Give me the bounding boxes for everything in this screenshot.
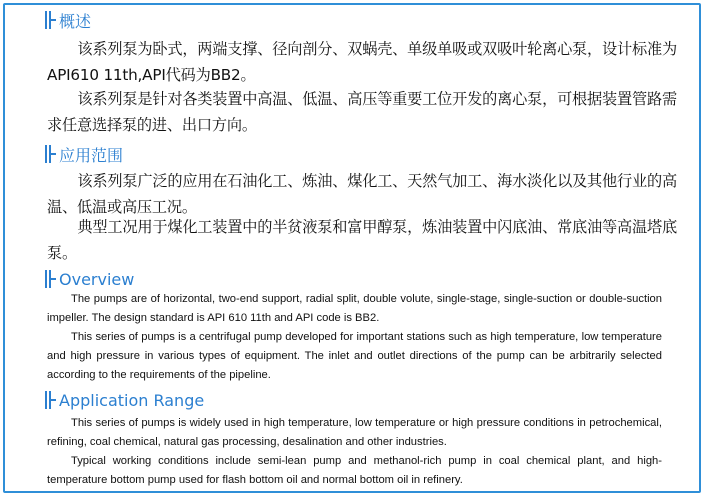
- paragraph: Typical working conditions include semi-lean pump and methanol-rich pump in coal chemical plant, and high-temperature bottom pump used for flash bottom oil and normal bottom oil in refinery.: [47, 455, 662, 486]
- section-title: Overview: [59, 269, 135, 289]
- section-heading-overview-cn: [44, 9, 91, 31]
- section-heading-application-en: [44, 389, 204, 411]
- section-title: 概述: [59, 11, 92, 31]
- paragraph: 该系列泵广泛的应用在石油化工、炼油、煤化工、天然气加工、海水淡化以及其他行业的高温、低温或高压工况。: [47, 172, 677, 216]
- heading-marker-icon: [44, 269, 57, 289]
- section-title: 应用范围: [59, 145, 124, 165]
- heading-marker-icon: [44, 10, 57, 30]
- section-heading-application-cn: [44, 143, 123, 165]
- paragraph: The pumps are of horizontal, two-end support, radial split, double volute, single-stage, single-suction or double-suction impeller. The design standard is API 610 11th and API code is BB2.: [47, 293, 662, 324]
- paragraph: This series of pumps is widely used in high temperature, low temperature or high pressure conditions in petrochemical, refining, coal chemical, natural gas processing, desalination and other industries.: [47, 417, 662, 448]
- heading-marker-icon: [44, 144, 57, 164]
- heading-marker-icon: [44, 390, 57, 410]
- section-heading-overview-en: [44, 268, 134, 290]
- paragraph: This series of pumps is a centrifugal pump developed for important stations such as high temperature, low temperature and high pressure in various types of equipment. The inlet and outlet directions of the pump can be arbitrarily selected according to the requirements of the pipeline.: [47, 331, 662, 381]
- paragraph: 该系列泵是针对各类装置中高温、低温、高压等重要工位开发的离心泵，可根据装置管路需求任意选择泵的进、出口方向。: [47, 90, 677, 134]
- paragraph: 该系列泵为卧式，两端支撑、径向剖分、双蜗壳、单级单吸或双吸叶轮离心泵，设计标准为API610 11th,API代码为BB2。: [47, 40, 677, 84]
- section-title: Application Range: [59, 390, 205, 410]
- paragraph: 典型工况用于煤化工装置中的半贫液泵和富甲醇泵，炼油装置中闪底油、常底油等高温塔底泵。: [47, 218, 677, 262]
